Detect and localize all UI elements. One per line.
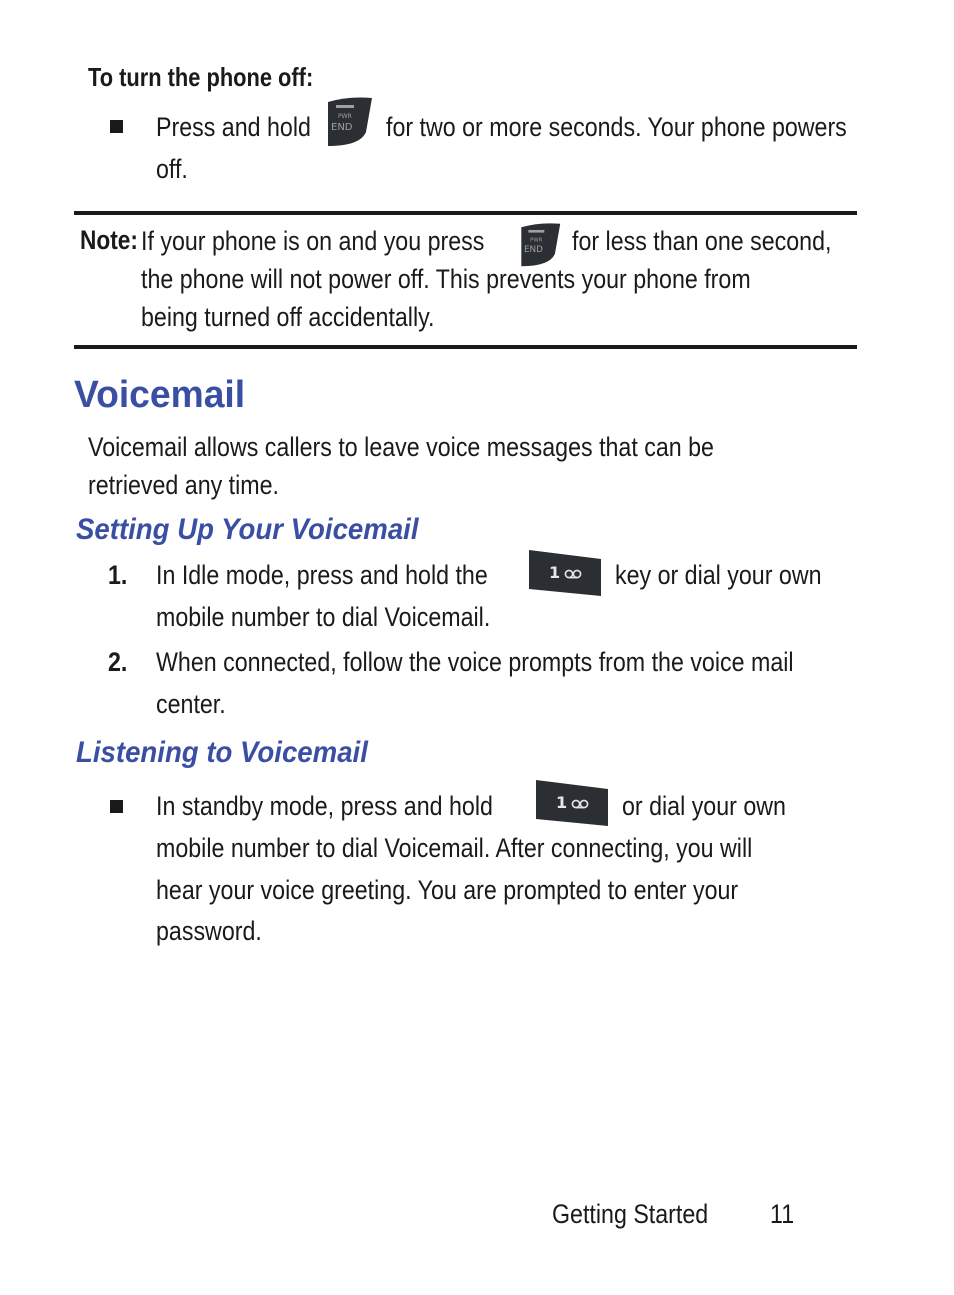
listen-text-a: In standby mode, press and hold [156,791,493,821]
svg-text:END: END [331,122,353,133]
voicemail-intro-line2: retrieved any time. [88,470,280,500]
note-line2: the phone will not power off. This prevents your phone from [141,264,751,294]
square-bullet-icon [110,800,123,813]
note-bottom-rule [74,345,857,349]
listen-text-b: or dial your own [622,791,786,821]
note-top-rule [74,211,857,215]
voicemail-title: Voicemail [74,374,246,416]
svg-text:1: 1 [556,793,568,812]
note-line3: being turned off accidentally. [141,302,435,332]
turn-off-step-text-c: off. [156,154,188,184]
setup-step2-text-a: When connected, follow the voice prompts from the voice mail [156,647,794,677]
svg-text:END: END [523,245,543,256]
setup-step2-text-b: center. [156,689,226,719]
listen-text-d: hear your voice greeting. You are prompted to enter your [156,875,739,905]
footer-page-number: 11 [770,1199,795,1229]
svg-text:1: 1 [549,563,561,582]
listen-text-c: mobile number to dial Voicemail. After connecting, you will [156,833,753,863]
voicemail-intro-line1: Voicemail allows callers to leave voice messages that can be [88,432,714,462]
turn-off-step-text-a: Press and hold [156,112,311,142]
svg-text:PWR: PWR [530,237,543,244]
voicemail-one-key-icon [535,779,609,827]
setup-title: Setting Up Your Voicemail [76,513,419,546]
footer-section: Getting Started [552,1199,709,1229]
setup-step1-text-a: In Idle mode, press and hold the [156,560,488,590]
setup-step2-number: 2. [108,647,128,677]
voicemail-one-key-icon [528,549,602,597]
end-key-icon [322,96,374,148]
setup-step1-number: 1. [108,560,128,590]
turn-off-step-text-b: for two or more seconds. Your phone powers [386,112,847,142]
note-label: Note: [80,225,138,255]
setup-step1-text-b: key or dial your own [615,560,822,590]
setup-step1-text-c: mobile number to dial Voicemail. [156,602,491,632]
square-bullet-icon [110,120,123,133]
listen-text-e: password. [156,916,262,946]
turn-off-heading: To turn the phone off: [88,62,314,92]
listen-title: Listening to Voicemail [76,736,368,769]
note-line1-a: If your phone is on and you press [141,226,485,256]
svg-text:PWR: PWR [338,113,352,120]
note-line1-b: for less than one second, [572,226,832,256]
